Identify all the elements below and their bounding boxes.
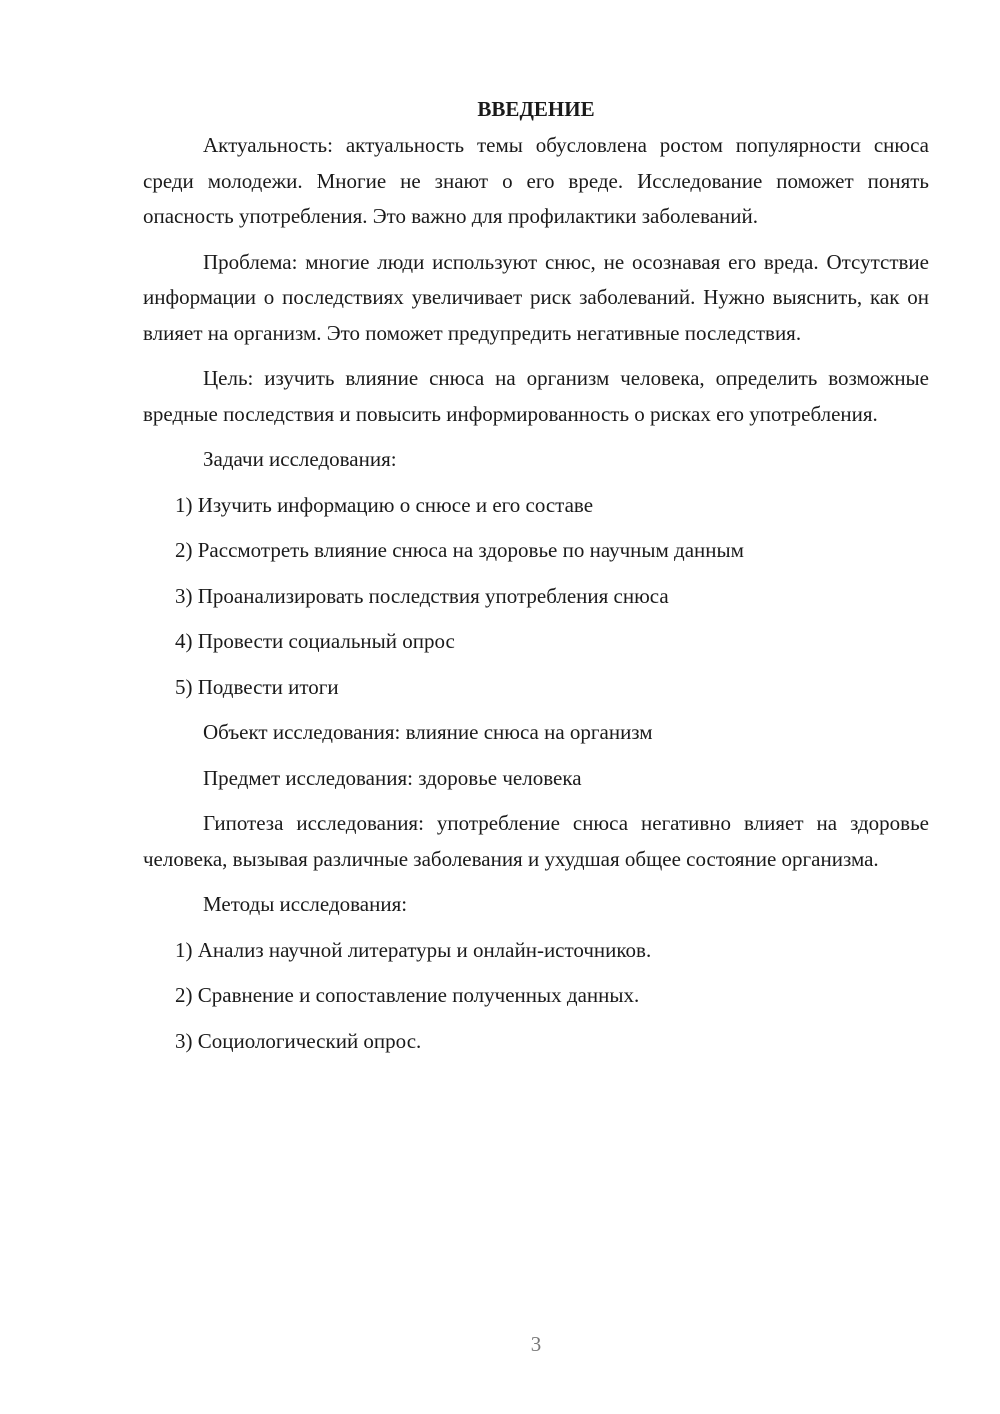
methods-title: Методы исследования: — [203, 892, 408, 916]
subject-line: Предмет исследования: здоровье человека — [203, 765, 582, 790]
section-heading: ВВЕДЕНИЕ — [477, 97, 595, 121]
task-item: 4) Провести социальный опрос — [175, 629, 455, 653]
relevance-paragraph: Актуальность: актуальность темы обусловлена ростом популярности снюса среди молодежи. Многие не знают о его вреде. Исследование поможет понять опасность употребления. Это важно для профилактики заболеваний. — [143, 133, 929, 228]
task-item: 3) Проанализировать последствия употребления снюса — [175, 583, 669, 608]
page-number: 3 — [530, 1332, 542, 1356]
goal-paragraph: Цель: изучить влияние снюса на организм человека, определить возможные вредные последствия и повысить информированность о рисках его употребления. — [143, 366, 929, 426]
problem-paragraph: Проблема: многие люди используют снюс, не осознавая его вреда. Отсутствие информации о последствиях увеличивает риск заболеваний. Нужно выяснить, как он влияет на организм. Это поможет предупредить негативные последствия. — [143, 249, 929, 345]
object-line: Объект исследования: влияние снюса на организм — [203, 720, 653, 744]
hypothesis-paragraph: Гипотеза исследования: употребление снюса негативно влияет на здоровье человека, вызывая различные заболевания и ухудшая общее состояние организма. — [143, 811, 929, 871]
method-item: 1) Анализ научной литературы и онлайн-источников. — [175, 937, 652, 962]
document-page — [143, 92, 929, 1069]
task-item: 2) Рассмотреть влияние снюса на здоровье по научным данным — [175, 538, 744, 562]
method-item: 2) Сравнение и сопоставление полученных данных. — [175, 983, 640, 1007]
task-item: 1) Изучить информацию о снюсе и его составе — [175, 492, 594, 517]
task-item: 5) Подвести итоги — [175, 674, 339, 699]
tasks-title: Задачи исследования: — [203, 447, 397, 471]
method-item: 3) Социологический опрос. — [175, 1028, 422, 1053]
